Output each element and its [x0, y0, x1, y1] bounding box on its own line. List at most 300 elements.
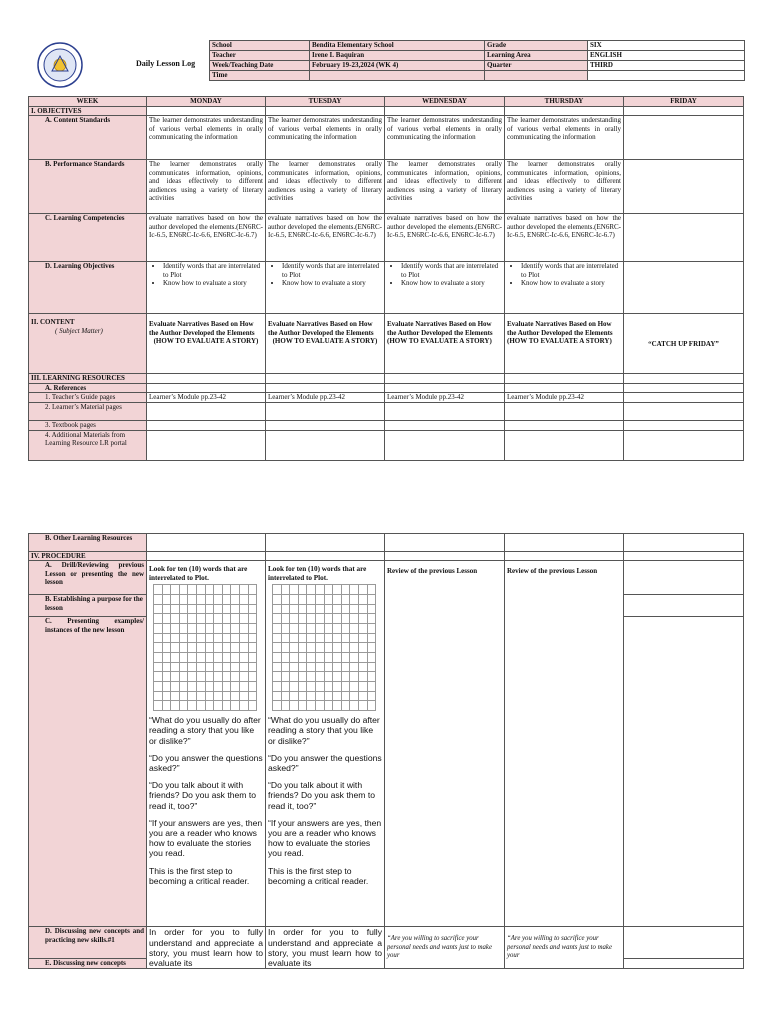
- word-search-cell: [273, 604, 282, 614]
- learning-competencies-thu: evaluate narratives based on how the author developed the elements.(EN6RC-Ic-6.5, EN6RC-Ic-6.6, EN6RC-Ic-6.7): [505, 214, 624, 262]
- word-search-cell: [324, 614, 333, 624]
- word-search-cell: [367, 594, 376, 604]
- week-header: WEEK: [29, 97, 147, 107]
- word-search-cell: [179, 643, 188, 653]
- word-search-cell: [222, 594, 231, 604]
- word-search-cell: [341, 643, 350, 653]
- word-search-cell: [162, 691, 171, 701]
- discussion-tue: In order for you to fully understand and appreciate a story, you must learn how to evaluate its: [266, 927, 385, 969]
- word-search-cell: [307, 594, 316, 604]
- procedure-tue-cell: [266, 561, 385, 927]
- word-search-cell: [307, 672, 316, 682]
- question-4: “If your answers are yes, then you are a reader who knows how to evaluate the stories you read.: [268, 817, 382, 859]
- word-search-cell: [154, 614, 163, 624]
- catch-up-friday: “CATCH UP FRIDAY”: [624, 314, 744, 374]
- word-search-cell: [367, 691, 376, 701]
- word-search-cell: [205, 585, 214, 595]
- word-search-cell: [205, 614, 214, 624]
- label-time: Time: [210, 71, 310, 81]
- word-search-cell: [188, 604, 197, 614]
- word-search-cell: [154, 643, 163, 653]
- word-search-cell: [248, 623, 257, 633]
- word-search-cell: [324, 691, 333, 701]
- word-search-cell: [196, 682, 205, 692]
- objective-item: • Know how to evaluate a story: [401, 279, 502, 287]
- deped-seal: [37, 42, 83, 88]
- word-search-cell: [179, 682, 188, 692]
- word-search-cell: [205, 653, 214, 663]
- word-search-cell: [307, 701, 316, 711]
- word-search-cell: [350, 691, 359, 701]
- word-search-cell: [281, 614, 290, 624]
- word-search-cell: [248, 614, 257, 624]
- word-search-cell: [350, 643, 359, 653]
- word-search-cell: [333, 682, 342, 692]
- objective-item: • Know how to evaluate a story: [282, 279, 382, 287]
- word-search-cell: [222, 585, 231, 595]
- word-search-cell: [171, 662, 180, 672]
- word-search-cell: [239, 623, 248, 633]
- quote-thu: “Are you willing to sacrifice your personal needs and wants just to make your: [505, 927, 624, 969]
- word-search-cell: [273, 594, 282, 604]
- word-search-cell: [214, 633, 223, 643]
- content-subtitle: (HOW TO EVALUATE A STORY): [153, 337, 259, 346]
- label-quarter: Quarter: [485, 61, 588, 71]
- word-search-cell: [248, 682, 257, 692]
- word-search-cell: [214, 672, 223, 682]
- word-search-cell: [188, 594, 197, 604]
- value-school: Bendita Elementary School: [310, 41, 485, 51]
- word-search-cell: [358, 701, 367, 711]
- word-search-cell: [298, 672, 307, 682]
- word-search-cell: [290, 653, 299, 663]
- word-search-cell: [358, 623, 367, 633]
- word-search-cell: [196, 691, 205, 701]
- word-search-cell: [196, 662, 205, 672]
- word-search-cell: [273, 672, 282, 682]
- word-search-cell: [196, 604, 205, 614]
- word-search-cell: [307, 604, 316, 614]
- word-search-cell: [324, 662, 333, 672]
- day-tuesday: TUESDAY: [266, 97, 385, 107]
- word-search-cell: [315, 633, 324, 643]
- word-search-cell: [333, 672, 342, 682]
- word-search-cell: [231, 614, 240, 624]
- word-search-cell: [315, 585, 324, 595]
- word-search-cell: [205, 643, 214, 653]
- content-heading: II. CONTENT: [31, 318, 75, 327]
- word-search-cell: [222, 682, 231, 692]
- word-search-cell: [196, 643, 205, 653]
- word-search-cell: [162, 643, 171, 653]
- content-thu: [505, 314, 624, 374]
- word-search-cell: [358, 682, 367, 692]
- word-search-cell: [248, 643, 257, 653]
- performance-standards-wed: The learner demonstrates orally communicates information, opinions, and ideas effectively to different audiences using a variety of literary activities: [385, 160, 505, 214]
- word-search-cell: [290, 662, 299, 672]
- word-search-cell: [350, 633, 359, 643]
- word-search-cell: [248, 672, 257, 682]
- word-search-cell: [162, 614, 171, 624]
- word-search-cell: [358, 594, 367, 604]
- word-search-cell: [248, 594, 257, 604]
- word-search-cell: [298, 701, 307, 711]
- label-blank: [485, 71, 588, 81]
- day-friday: FRIDAY: [624, 97, 744, 107]
- day-thursday: THURSDAY: [505, 97, 624, 107]
- word-search-cell: [248, 604, 257, 614]
- word-search-cell: [290, 585, 299, 595]
- word-search-cell: [290, 682, 299, 692]
- value-time: [310, 71, 485, 81]
- word-search-cell: [179, 623, 188, 633]
- word-search-cell: [281, 682, 290, 692]
- question-2: “Do you answer the questions asked?”: [149, 752, 263, 773]
- word-search-cell: [154, 691, 163, 701]
- discussion-mon: In order for you to fully understand and appreciate a story, you must learn how to evaluate its: [147, 927, 266, 969]
- discussing-concepts-2-label: E. Discussing new concepts: [29, 959, 147, 969]
- other-resources-label: B. Other Learning Resources: [29, 534, 147, 552]
- references-label: A. References: [29, 383, 147, 392]
- word-search-cell: [162, 585, 171, 595]
- word-search-cell: [324, 594, 333, 604]
- word-search-cell: [171, 653, 180, 663]
- word-search-cell: [281, 691, 290, 701]
- word-search-cell: [154, 594, 163, 604]
- word-search-cell: [222, 604, 231, 614]
- word-search-cell: [188, 701, 197, 711]
- word-search-cell: [162, 701, 171, 711]
- word-search-cell: [367, 653, 376, 663]
- word-search-cell: [239, 653, 248, 663]
- word-search-cell: [341, 594, 350, 604]
- word-search-cell: [273, 701, 282, 711]
- procedure-heading: IV. PROCEDURE: [29, 552, 147, 561]
- word-search-cell: [179, 662, 188, 672]
- content-subtitle: (HOW TO EVALUATE A STORY): [387, 337, 492, 346]
- learning-competencies-wed: evaluate narratives based on how the author developed the elements.(EN6RC-Ic-6.5, EN6RC-Ic-6.6, EN6RC-Ic-6.7): [385, 214, 505, 262]
- word-search-cell: [307, 662, 316, 672]
- content-title: Evaluate Narratives Based on How the Author Developed the Elements: [268, 320, 374, 337]
- performance-standards-label: B. Performance Standards: [29, 160, 147, 214]
- word-search-cell: [231, 653, 240, 663]
- word-search-cell: [350, 614, 359, 624]
- word-search-cell: [162, 682, 171, 692]
- word-search-cell: [290, 643, 299, 653]
- word-search-cell: [171, 623, 180, 633]
- word-search-cell: [188, 614, 197, 624]
- word-search-cell: [281, 623, 290, 633]
- procedure-mon-cell: [147, 561, 266, 927]
- word-search-cell: [298, 623, 307, 633]
- word-search-cell: [196, 672, 205, 682]
- word-search-cell: [298, 614, 307, 624]
- word-search-cell: [239, 633, 248, 643]
- word-search-cell: [367, 672, 376, 682]
- word-search-cell: [231, 633, 240, 643]
- word-search-cell: [273, 682, 282, 692]
- word-search-cell: [333, 633, 342, 643]
- drill-review-label: A. Drill/Reviewing previous Lesson or presenting the new lesson: [29, 561, 147, 595]
- word-search-cell: [315, 653, 324, 663]
- word-search-cell: [281, 653, 290, 663]
- word-search-grid-mon: [153, 584, 257, 711]
- word-search-cell: [231, 691, 240, 701]
- word-search-cell: [248, 701, 257, 711]
- content-wed: [385, 314, 505, 374]
- word-search-cell: [171, 682, 180, 692]
- word-search-cell: [350, 682, 359, 692]
- performance-standards-tue: The learner demonstrates orally communicates information, opinions, and ideas effectively to different audiences using a variety of literary activities: [266, 160, 385, 214]
- word-search-cell: [290, 623, 299, 633]
- word-search-cell: [333, 623, 342, 633]
- word-search-cell: [162, 623, 171, 633]
- header-table: [209, 40, 745, 81]
- content-mon: [147, 314, 266, 374]
- word-search-cell: [214, 604, 223, 614]
- question-4: “If your answers are yes, then you are a reader who knows how to evaluate the stories you read.: [149, 817, 263, 859]
- word-search-cell: [154, 653, 163, 663]
- word-search-cell: [239, 691, 248, 701]
- word-search-cell: [273, 662, 282, 672]
- word-search-cell: [214, 662, 223, 672]
- word-search-cell: [298, 691, 307, 701]
- establishing-purpose-label: B. Establishing a purpose for the lesson: [29, 595, 147, 617]
- word-search-cell: [188, 653, 197, 663]
- word-search-cell: [298, 594, 307, 604]
- word-search-cell: [358, 672, 367, 682]
- word-search-cell: [231, 662, 240, 672]
- word-search-cell: [315, 604, 324, 614]
- learning-competencies-mon: evaluate narratives based on how the author developed the elements.(EN6RC-Ic-6.5, EN6RC-Ic-6.6, EN6RC-Ic-6.7): [147, 214, 266, 262]
- teachers-guide-tue: Learner’s Module pp.23-42: [266, 393, 385, 403]
- word-search-cell: [307, 691, 316, 701]
- word-search-cell: [188, 633, 197, 643]
- word-search-cell: [324, 604, 333, 614]
- word-search-cell: [290, 604, 299, 614]
- additional-materials-label: 4. Additional Materials from Learning Resource LR portal: [29, 430, 147, 460]
- word-search-cell: [179, 701, 188, 711]
- word-search-cell: [324, 672, 333, 682]
- word-search-cell: [162, 604, 171, 614]
- word-search-cell: [324, 623, 333, 633]
- word-search-cell: [341, 633, 350, 643]
- word-search-cell: [222, 643, 231, 653]
- word-search-cell: [341, 604, 350, 614]
- word-search-cell: [333, 653, 342, 663]
- word-search-cell: [222, 614, 231, 624]
- word-search-cell: [214, 623, 223, 633]
- label-teacher: Teacher: [210, 51, 310, 61]
- content-tue: [266, 314, 385, 374]
- word-search-cell: [273, 623, 282, 633]
- word-search-cell: [324, 653, 333, 663]
- word-search-cell: [239, 701, 248, 711]
- word-search-cell: [333, 604, 342, 614]
- word-search-cell: [154, 701, 163, 711]
- question-1: “What do you usually do after reading a story that you like or dislike?”: [268, 715, 380, 746]
- word-search-cell: [298, 604, 307, 614]
- word-search-instruction: Look for ten (10) words that are interrelated to Plot.: [268, 565, 367, 582]
- word-search-cell: [205, 623, 214, 633]
- lesson-table-page2: [28, 533, 744, 969]
- word-search-cell: [307, 653, 316, 663]
- textbook-label: 3. Textbook pages: [29, 421, 147, 430]
- word-search-cell: [315, 594, 324, 604]
- resources-heading: III. LEARNING RESOURCES: [29, 374, 147, 383]
- word-search-cell: [248, 633, 257, 643]
- word-search-cell: [205, 594, 214, 604]
- word-search-cell: [281, 662, 290, 672]
- word-search-cell: [171, 701, 180, 711]
- word-search-cell: [248, 691, 257, 701]
- word-search-cell: [205, 701, 214, 711]
- word-search-cell: [222, 653, 231, 663]
- word-search-cell: [341, 701, 350, 711]
- word-search-cell: [273, 633, 282, 643]
- value-grade: SIX: [588, 41, 745, 51]
- word-search-cell: [179, 604, 188, 614]
- question-3: “Do you talk about it with friends? Do you ask them to read it, too?”: [149, 780, 256, 811]
- word-search-cell: [154, 672, 163, 682]
- word-search-cell: [315, 691, 324, 701]
- word-search-cell: [315, 672, 324, 682]
- word-search-cell: [358, 633, 367, 643]
- objective-item: • Identify words that are interrelated to Plot: [521, 262, 621, 279]
- word-search-cell: [179, 594, 188, 604]
- word-search-cell: [162, 672, 171, 682]
- value-quarter: THIRD: [588, 61, 745, 71]
- word-search-cell: [333, 691, 342, 701]
- word-search-cell: [196, 623, 205, 633]
- word-search-cell: [171, 633, 180, 643]
- word-search-cell: [239, 614, 248, 624]
- review-wed: Review of the previous Lesson: [385, 561, 505, 927]
- word-search-cell: [179, 614, 188, 624]
- objective-item: • Identify words that are interrelated to Plot: [401, 262, 502, 279]
- word-search-cell: [298, 633, 307, 643]
- word-search-cell: [231, 682, 240, 692]
- word-search-cell: [367, 604, 376, 614]
- word-search-cell: [248, 653, 257, 663]
- word-search-cell: [341, 672, 350, 682]
- word-search-cell: [350, 623, 359, 633]
- word-search-cell: [358, 604, 367, 614]
- word-search-cell: [214, 691, 223, 701]
- word-search-cell: [205, 672, 214, 682]
- label-grade: Grade: [485, 41, 588, 51]
- word-search-cell: [171, 691, 180, 701]
- word-search-cell: [273, 614, 282, 624]
- word-search-cell: [341, 682, 350, 692]
- word-search-cell: [307, 643, 316, 653]
- word-search-cell: [154, 682, 163, 692]
- word-search-cell: [239, 672, 248, 682]
- word-search-cell: [350, 594, 359, 604]
- word-search-cell: [214, 682, 223, 692]
- content-title: Evaluate Narratives Based on How the Author Developed the Elements: [387, 320, 493, 337]
- word-search-cell: [315, 662, 324, 672]
- word-search-cell: [188, 691, 197, 701]
- word-search-cell: [162, 653, 171, 663]
- word-search-cell: [298, 585, 307, 595]
- word-search-cell: [214, 585, 223, 595]
- word-search-cell: [281, 585, 290, 595]
- word-search-cell: [290, 633, 299, 643]
- word-search-cell: [367, 662, 376, 672]
- word-search-cell: [154, 662, 163, 672]
- word-search-cell: [333, 585, 342, 595]
- learning-objectives-tue: [266, 262, 385, 314]
- teachers-guide-label: 1. Teacher’s Guide pages: [29, 393, 147, 403]
- objectives-heading: I. OBJECTIVES: [29, 107, 147, 116]
- word-search-cell: [205, 662, 214, 672]
- word-search-instruction: Look for ten (10) words that are interrelated to Plot.: [149, 565, 248, 582]
- label-school: School: [210, 41, 310, 51]
- word-search-cell: [179, 633, 188, 643]
- word-search-cell: [171, 643, 180, 653]
- word-search-cell: [341, 623, 350, 633]
- content-title: Evaluate Narratives Based on How the Author Developed the Elements: [149, 320, 255, 337]
- word-search-cell: [324, 682, 333, 692]
- word-search-cell: [188, 672, 197, 682]
- day-wednesday: WEDNESDAY: [385, 97, 505, 107]
- word-search-cell: [171, 672, 180, 682]
- word-search-cell: [350, 672, 359, 682]
- word-search-cell: [196, 614, 205, 624]
- word-search-cell: [205, 604, 214, 614]
- question-3: “Do you talk about it with friends? Do you ask them to read it, too?”: [268, 780, 375, 811]
- word-search-cell: [298, 662, 307, 672]
- word-search-cell: [358, 691, 367, 701]
- word-search-cell: [350, 662, 359, 672]
- word-search-cell: [273, 691, 282, 701]
- word-search-cell: [367, 585, 376, 595]
- word-search-cell: [196, 633, 205, 643]
- word-search-cell: [315, 643, 324, 653]
- value-teacher: Irene I. Baquiran: [310, 51, 485, 61]
- word-search-cell: [205, 691, 214, 701]
- word-search-cell: [290, 614, 299, 624]
- objective-item: • Identify words that are interrelated to Plot: [163, 262, 263, 279]
- word-search-cell: [298, 682, 307, 692]
- word-search-cell: [162, 633, 171, 643]
- presenting-examples-label: C. Presenting examples/ instances of the new lesson: [29, 617, 147, 927]
- word-search-cell: [281, 604, 290, 614]
- word-search-cell: [281, 633, 290, 643]
- word-search-cell: [179, 653, 188, 663]
- word-search-cell: [350, 701, 359, 711]
- word-search-cell: [214, 594, 223, 604]
- word-search-cell: [281, 672, 290, 682]
- objective-item: • Know how to evaluate a story: [163, 279, 263, 287]
- word-search-cell: [154, 623, 163, 633]
- word-search-cell: [188, 643, 197, 653]
- word-search-cell: [290, 691, 299, 701]
- word-search-cell: [367, 643, 376, 653]
- word-search-cell: [231, 672, 240, 682]
- content-title: Evaluate Narratives Based on How the Author Developed the Elements: [507, 320, 613, 337]
- word-search-cell: [341, 662, 350, 672]
- word-search-cell: [231, 623, 240, 633]
- word-search-cell: [290, 701, 299, 711]
- word-search-grid-tue: [272, 584, 376, 711]
- word-search-cell: [154, 604, 163, 614]
- content-standards-wed: The learner demonstrates understanding of various verbal elements in orally communicating the information: [385, 116, 505, 160]
- word-search-cell: [324, 643, 333, 653]
- question-5: This is the first step to becoming a critical reader.: [149, 865, 250, 886]
- word-search-cell: [222, 633, 231, 643]
